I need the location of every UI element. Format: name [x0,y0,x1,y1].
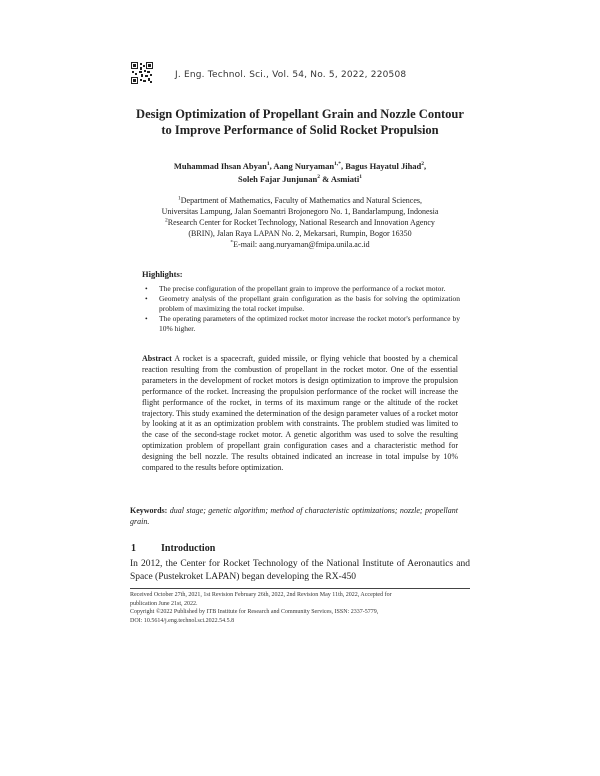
section-title: Introduction [161,543,216,554]
abstract-label: Abstract [142,354,172,363]
author-name: Soleh Fajar Junjunan [238,174,318,184]
author-name: Muhammad Ihsan Abyan [173,161,267,171]
author-name: Aang Nuryaman [273,161,335,171]
footnote-line: DOI: 10.5614/j.eng.technol.sci.2022.54.5.8 [130,617,235,624]
affiliation-line: Universitas Lampung, Jalan Soemantri Brojonegoro No. 1, Bandarlampung, Indonesia [161,207,439,216]
highlight-item: • The operating parameters of the optimized rocket motor increase the rocket motor's performance by 10% higher. [142,314,460,334]
footer-divider [130,588,470,589]
footnote-line: Copyright ©2022 Published by ITB Institute for Research and Community Services, ISSN: 2337-5779, [130,609,379,615]
footnote [130,591,470,625]
author-name: Bagus Hayatul Jihad [345,161,422,171]
paper-title: Design Optimization of Propellant Grain and Nozzle Contour to Improve Performance of Solid Rocket Propulsion [136,107,464,137]
keywords-text: dual stage; genetic algorithm; method of characteristic optimizations; nozzle; propellant grain. [130,506,459,526]
highlights-list [142,284,460,334]
author-name: Asmiati [330,174,360,184]
highlight-item: • The precise configuration of the propellant grain to improve the performance of a rocket motor. [142,284,460,294]
abstract [142,354,458,474]
affiliation-line: Research Center for Rocket Technology, National Research and Innovation Agency [167,218,435,227]
affiliation-line: Department of Mathematics, Faculty of Mathematics and Natural Sciences, [180,196,422,205]
qr-code-icon [131,62,153,84]
intro-paragraph: In 2012, the Center for Rocket Technology of the National Institute of Aeronautics and Space (Pustekroket LAPAN) began developing the RX-450 [130,559,470,582]
highlight-item: • Geometry analysis of the propellant grain configuration as the basis for solving the optimization problem of maximizing the total rocket impulse. [142,294,460,314]
journal-citation: J. Eng. Technol. Sci., Vol. 54, No. 5, 2022, 220508 [175,70,407,80]
affiliation-line: (BRIN), Jalan Raya LAPAN No. 2, Mekarsari, Rumpin, Bogor 16350 [188,229,412,238]
keywords [130,505,458,527]
section-number: 1 [131,543,136,554]
footnote-line: publication June 21st, 2022. [130,600,198,607]
author-list: Muhammad Ihsan Abyan$^1$, Aang Nuryaman$^{1,*}$, Bagus Hayatul Jihad$^2$, Soleh Fajar Junjunan$^2$ & Asmiati$^1$ [173,161,427,184]
affiliations: $^1$Department of Mathematics, Faculty of Mathematics and Natural Sciences, Universitas Lampung, Jalan Soemantri Brojonegoro No. 1, Bandarlampung, Indonesia $^2$Research Center for Rocket Technology, National Research and Innovation Agency (BRIN), Jalan Raya LAPAN No. 2, Mekarsari, Rumpin, Bogor 16350 *E-mail: aang.nuryaman@fmipa.unila.ac.id [161,195,439,249]
highlights-heading: Highlights: [142,269,183,279]
footnote-line: Received October 27th, 2021, 1st Revision February 26th, 2022, 2nd Revision May 11th, 2022, Accepted for [130,592,392,598]
abstract-text: A rocket is a spacecraft, guided missile, or flying vehicle that boosted by a chemical reaction resulting from the combustion of propellant in the rocket motor. One of the essential parameters in the development of rocket motors is design optimization to improve the propulsion performance of the rocket. Increasing the propulsion performance of the rocket will increase the flight performance of the rocket, in terms of its maximum range or the altitude of the rocket trajectory. This study examined the determination of the design parameter values of a rocket motor by looking at it as an optimization problem with constraints. The problem studied was limited to the case of the second-stage rocket motor. A genetic algorithm was used to solve the resulting optimization problem of propellant grain configuration cases and a characteristic method for designing the bell nozzle. The results obtained indicated an increase in total impulse by 10% compared to the results before optimization. [142,354,459,473]
email-line: E-mail: aang.nuryaman@fmipa.unila.ac.id [233,240,370,249]
keywords-label: Keywords: [130,506,168,515]
